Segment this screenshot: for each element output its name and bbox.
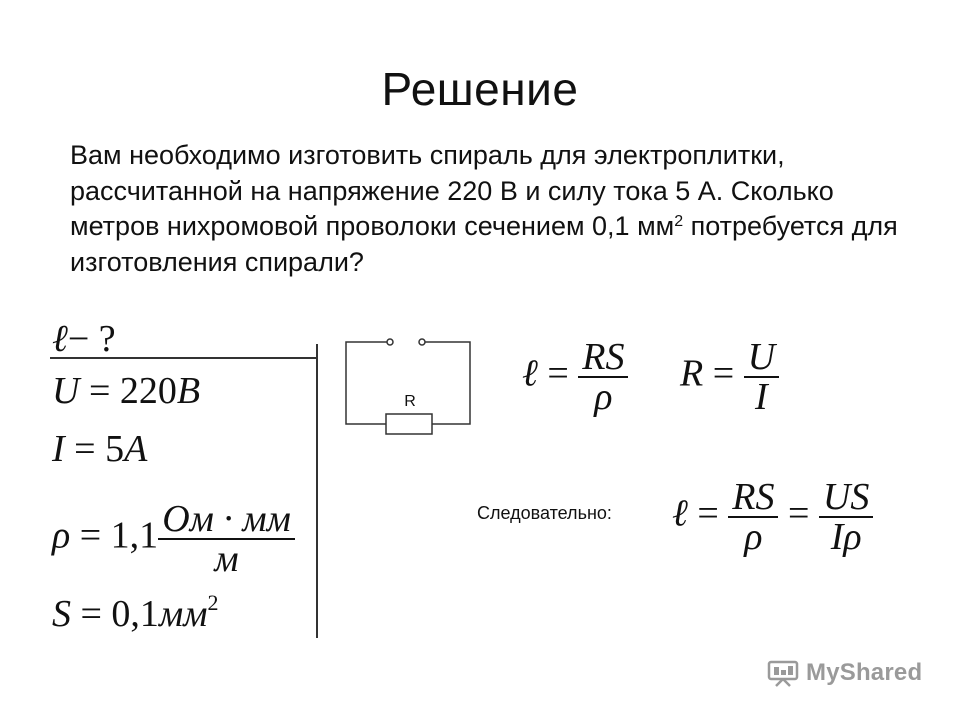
watermark-brand: MyShared xyxy=(806,659,923,686)
given-area: $S = 0,1мм^2$ xyxy=(52,590,219,635)
problem-statement xyxy=(70,138,930,280)
formula-ohm: R = $\frac{U}{I}$ xyxy=(680,338,779,416)
resistivity-unit-fraction: $\frac{Ом \cdot мм}{м}$ xyxy=(158,500,295,578)
resistor-label: R xyxy=(404,393,416,410)
terminal-left xyxy=(387,339,393,345)
formula-length: ℓ = $\frac{RS}{\rho}$ xyxy=(522,338,628,416)
slide-title: Решение xyxy=(381,63,579,115)
watermark xyxy=(766,658,922,688)
given-voltage: U = 220B xyxy=(52,370,201,412)
conclusion-label: Следовательно: xyxy=(477,503,612,523)
given-resistivity: ρ = 1,1 $\frac{Ом \cdot мм}{м}$ xyxy=(52,500,295,578)
terminal-right xyxy=(419,339,425,345)
problem-superscript: 2 xyxy=(674,213,684,230)
given-separator-vertical xyxy=(316,344,318,638)
problem-text-1: Вам необходимо изготовить спираль для электроплитки, рассчитанной на напряжение 220 В и силу тока 5 А. Сколько метров нихромовой проволоки сечением 0,1 мм xyxy=(70,140,834,241)
circuit-wire-left xyxy=(346,342,390,424)
given-unknown: ℓ− ? xyxy=(52,318,116,360)
presentation-board-icon xyxy=(766,659,800,687)
given-current: I = 5A xyxy=(52,428,148,470)
given-separator-horizontal xyxy=(50,357,316,359)
resistor-symbol xyxy=(386,414,432,434)
circuit-wire-right xyxy=(422,342,470,424)
problem-text-2: потребуется для изготовления спирали? xyxy=(70,211,898,277)
circuit-diagram xyxy=(340,330,480,440)
formula-conclusion: ℓ = $\frac{RS}{\rho}$ = $\frac{US}{I\rho}$ xyxy=(672,478,873,556)
